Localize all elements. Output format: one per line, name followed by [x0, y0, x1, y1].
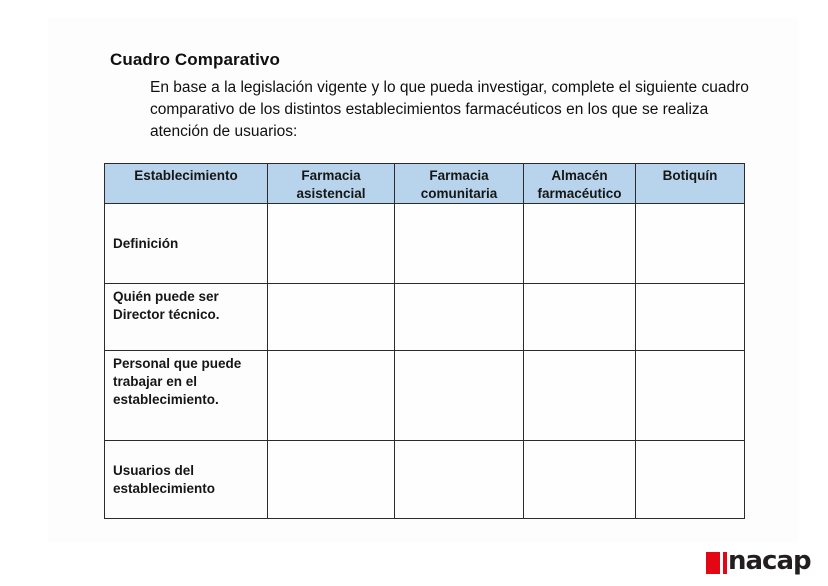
row-label-director-tecnico: Quién puede ser Director técnico. — [105, 284, 268, 351]
header-farmacia-comunitaria: Farmacia comunitaria — [395, 164, 524, 204]
empty-cell — [636, 351, 745, 441]
inacap-logo-text: nacap — [728, 546, 811, 576]
intro-line: atención de usuarios: — [150, 123, 298, 140]
header-farmacia-asistencial: Farmacia asistencial — [268, 164, 395, 204]
table-row-director-tecnico — [105, 284, 745, 351]
empty-cell — [395, 284, 524, 351]
table-row-usuarios — [105, 441, 745, 519]
empty-cell — [524, 441, 636, 519]
empty-cell — [395, 204, 524, 284]
intro-paragraph — [150, 77, 749, 143]
intro-line: comparativo de los distintos establecimientos farmacéuticos en los que se realiza — [150, 101, 709, 118]
table-header-row — [105, 164, 745, 204]
empty-cell — [268, 284, 395, 351]
empty-cell — [268, 441, 395, 519]
row-label-definicion: Definición — [105, 204, 268, 284]
header-botiquin: Botiquín — [636, 164, 745, 204]
table-row-definicion — [105, 204, 745, 284]
empty-cell — [395, 351, 524, 441]
comparison-table — [104, 163, 745, 519]
empty-cell — [636, 441, 745, 519]
intro-line: En base a la legislación vigente y lo que pueda investigar, complete el siguiente cuadro — [150, 79, 749, 96]
row-label-personal: Personal que puede trabajar en el establecimiento. — [105, 351, 268, 441]
empty-cell — [524, 351, 636, 441]
empty-cell — [268, 204, 395, 284]
empty-cell — [268, 351, 395, 441]
page-title: Cuadro Comparativo — [110, 50, 280, 69]
inacap-logo — [706, 548, 811, 574]
empty-cell — [636, 284, 745, 351]
table-row-personal — [105, 351, 745, 441]
header-almacen-farmaceutico: Almacén farmacéutico — [524, 164, 636, 204]
empty-cell — [395, 441, 524, 519]
inacap-logo-mark-icon — [706, 552, 727, 574]
empty-cell — [524, 284, 636, 351]
empty-cell — [636, 204, 745, 284]
header-establecimiento: Establecimiento — [105, 164, 268, 204]
row-label-usuarios: Usuarios del establecimiento — [105, 441, 268, 519]
empty-cell — [524, 204, 636, 284]
